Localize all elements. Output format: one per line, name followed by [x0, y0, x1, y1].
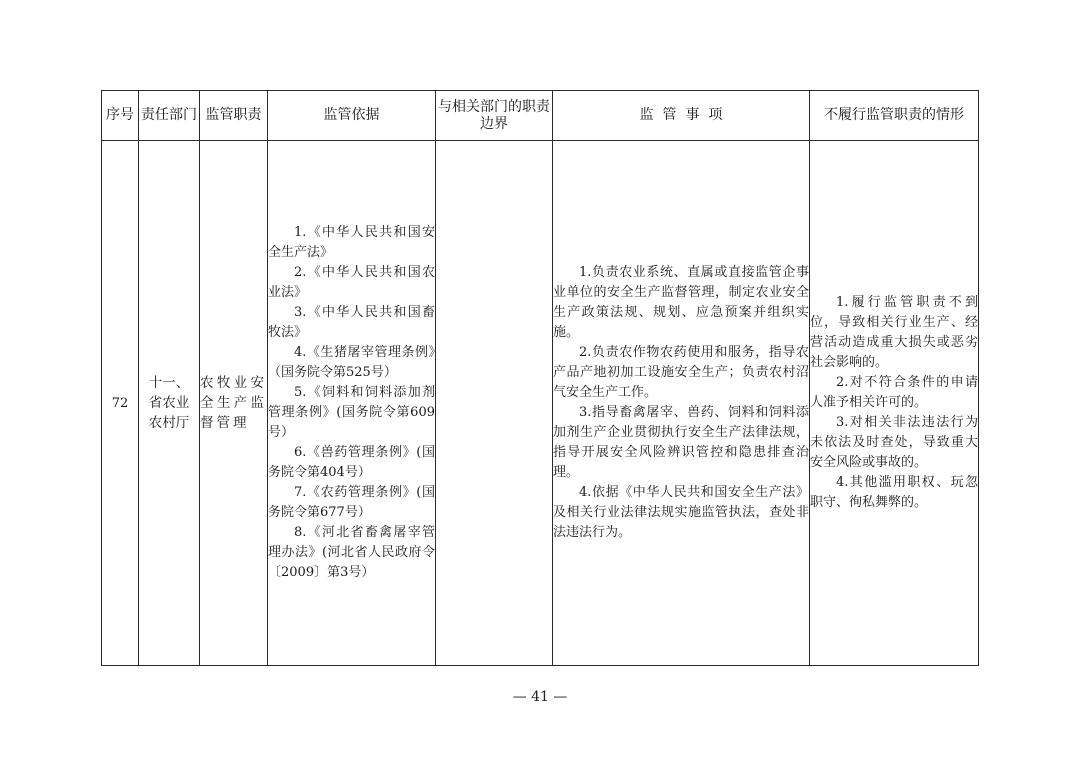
- basis-item: 6.《兽药管理条例》(国务院令第404号）: [268, 445, 435, 480]
- basis-item: 3.《中华人民共和国畜牧法》: [268, 305, 435, 340]
- header-boundary: 与相关部门的职责边界: [436, 91, 553, 141]
- dept-line-3: 农村厅: [148, 415, 190, 431]
- basis-item: 4.《生猪屠宰管理条例》（国务院令第525号）: [268, 345, 435, 380]
- header-no: 序号: [102, 91, 139, 141]
- failure-item: 4.其他滥用职权、玩忽职守、徇私舞弊的。: [810, 475, 978, 510]
- failure-item: 2.对不符合条件的申请人准予相关许可的。: [810, 375, 978, 410]
- header-dept: 责任部门: [139, 91, 200, 141]
- supervision-item: 2.负责农作物农药使用和服务，指导农产品产地初加工设施安全生产；负责农村沼气安全生产工作。: [553, 345, 809, 400]
- dept-line-2: 省农业: [148, 395, 190, 411]
- supervision-item: 3.指导畜禽屠宰、兽药、饲料和饲料添加剂生产企业贯彻执行安全生产法律法规，指导开展安全风险辨识管控和隐患排查治理。: [553, 405, 809, 480]
- supervision-item: 4.依据《中华人民共和国安全生产法》及相关行业法律法规实施监管执法，查处非法违法行为。: [553, 485, 809, 540]
- responsible-department: [139, 141, 200, 666]
- supervision-item: 1.负责农业系统、直属或直接监管企事业单位的安全生产监督管理，制定农业安全生产政策法规、规划、应急预案并组织实施。: [553, 265, 809, 340]
- header-items: 监 管 事 项: [553, 91, 810, 141]
- duty-table: [101, 90, 979, 666]
- failure-situations: [810, 141, 979, 666]
- supervision-items: [553, 141, 810, 666]
- department-boundary: [436, 141, 553, 666]
- header-failure: 不履行监管职责的情形: [810, 91, 979, 141]
- failure-item: 3.对相关非法违法行为未依法及时查处，导致重大安全风险或事故的。: [810, 415, 978, 470]
- failure-item: 1.履行监管职责不到位，导致相关行业生产、经营活动造成重大损失或恶劣社会影响的。: [810, 295, 978, 370]
- basis-item: 7.《农药管理条例》(国务院令第677号）: [268, 485, 435, 520]
- header-duty: 监管职责: [200, 91, 268, 141]
- basis-item: 8.《河北省畜禽屠宰管理办法》(河北省人民政府令〔2009〕第3号）: [268, 525, 435, 580]
- table-header-row: [102, 91, 979, 141]
- page-number: — 41 —: [512, 689, 568, 705]
- basis-item: 5.《饲料和饲料添加剂管理条例》(国务院令第609号）: [268, 385, 435, 440]
- dept-line-1: 十一、: [148, 375, 190, 391]
- header-basis: 监管依据: [268, 91, 436, 141]
- basis-item: 2.《中华人民共和国农业法》: [268, 265, 435, 300]
- supervision-basis: [268, 141, 436, 666]
- row-number: 72: [102, 141, 139, 666]
- supervision-duty: 农牧业安全生产监督管理: [200, 141, 268, 666]
- table-row: [102, 141, 979, 666]
- basis-item: 1.《中华人民共和国安全生产法》: [268, 225, 435, 260]
